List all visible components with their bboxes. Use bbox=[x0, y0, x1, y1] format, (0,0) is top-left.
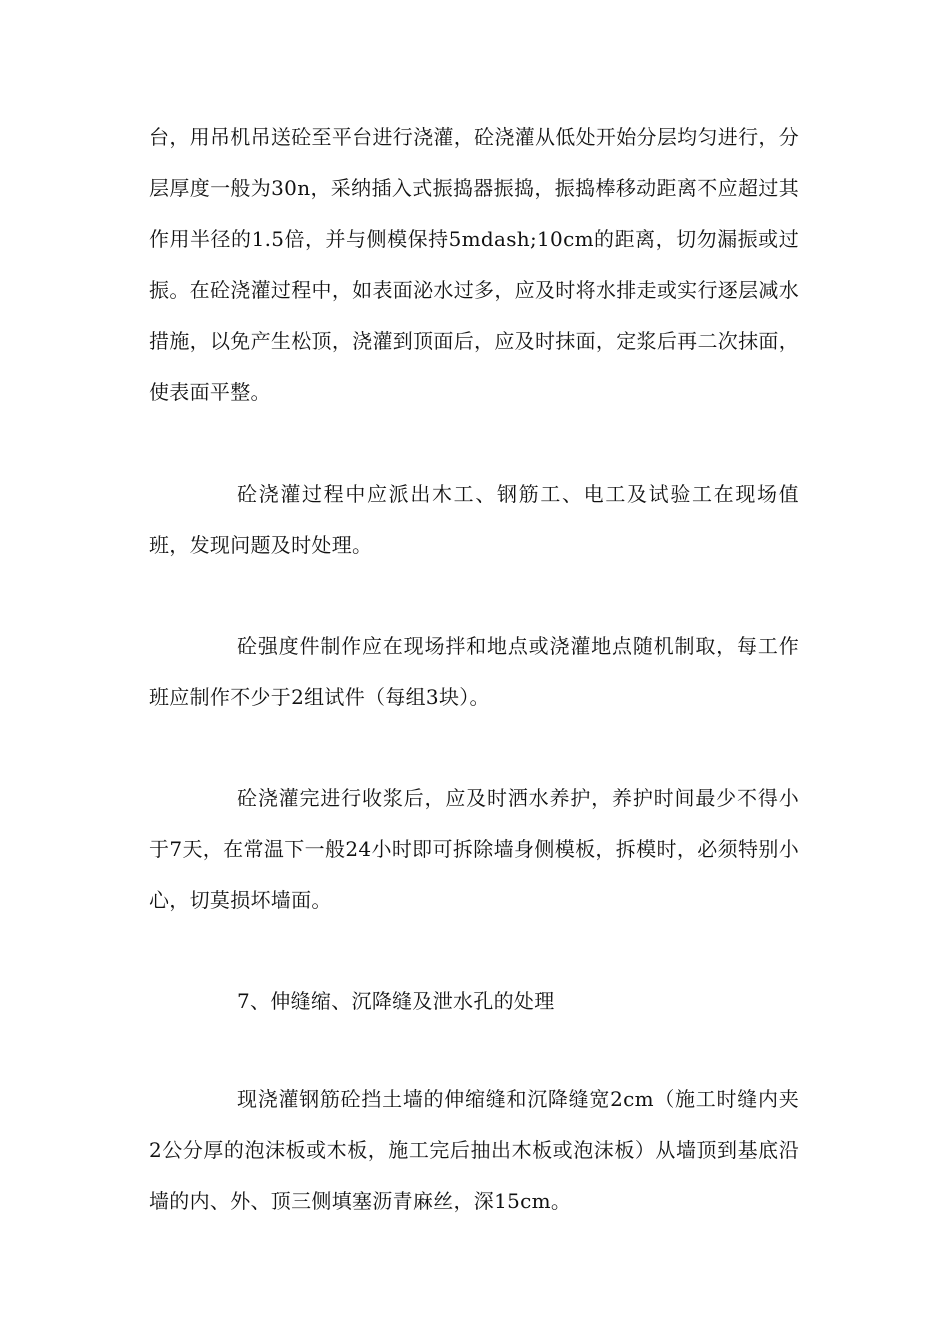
section-heading-joints: 7、伸缝缩、沉降缝及泄水孔的处理 bbox=[237, 989, 555, 1013]
paragraph-expansion-joints: 现浇灌钢筋砼挡土墙的伸缩缝和沉降缝宽2cm（施工时缝内夹2公分厚的泡沫板或木板，施工完后抽出木板或泡沫板）从墙顶到基底沿墙的内、外、顶三侧填塞沥青麻丝，深15cm。 bbox=[149, 1087, 799, 1213]
paragraph-test-specimens: 砼强度件制作应在现场拌和地点或浇灌地点随机制取，每工作班应制作不少于2组试件（每组3块）。 bbox=[149, 634, 799, 709]
paragraph-on-site-staff: 砼浇灌过程中应派出木工、钢筋工、电工及试验工在现场值班，发现问题及时处理。 bbox=[149, 482, 799, 557]
paragraph-continued-pouring-procedure: 台，用吊机吊送砼至平台进行浇灌，砼浇灌从低处开始分层均匀进行，分层厚度一般为30n，采纳插入式振捣器振捣，振捣棒移动距离不应超过其作用半径的1.5倍，并与侧模保持5mdash;10cm的距离，切勿漏振或过振。在砼浇灌过程中，如表面泌水过多，应及时将水排走或实行逐层减水措施，以免产生松顶，浇灌到顶面后，应及时抹面，定浆后再二次抹面，使表面平整。 bbox=[149, 125, 799, 404]
paragraph-curing-and-formwork: 砼浇灌完进行收浆后，应及时洒水养护，养护时间最少不得小于7天，在常温下一般24小时即可拆除墙身侧模板，拆模时，必须特别小心，切莫损坏墙面。 bbox=[149, 786, 799, 912]
